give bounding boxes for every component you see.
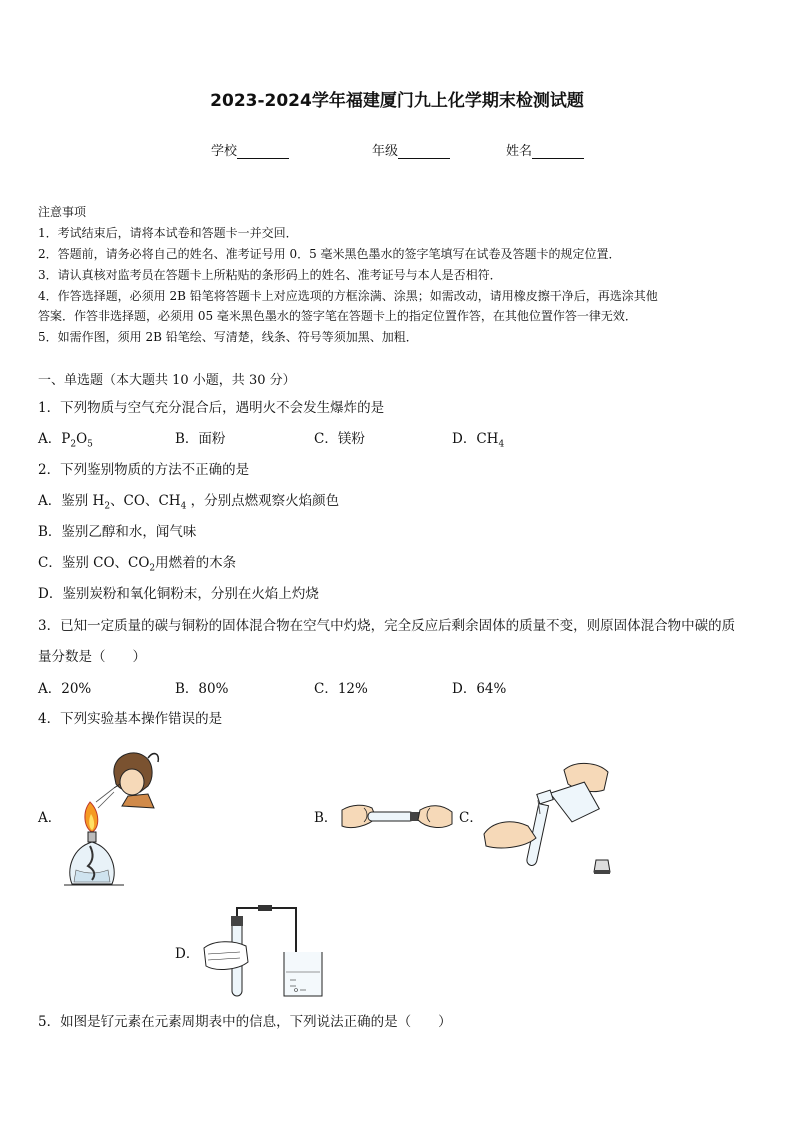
q2-option-d: D．鉴别炭粉和氧化铜粉末，分别在火焰上灼烧 [38, 586, 319, 602]
question-3-stem: 3．已知一定质量的碳与铜粉的固体混合物在空气中灼烧，完全反应后剩余固体的质量不变，则原固体混合物中碳的质 [38, 618, 736, 634]
q2-option-c: C．鉴别 CO、$CO_2$用燃着的木条 [38, 555, 237, 574]
q1-option-b: B．面粉 [175, 431, 226, 447]
grade-field [372, 140, 450, 159]
school-blank [237, 146, 289, 159]
name-field [506, 140, 584, 159]
q4-option-b-label: B． [314, 810, 338, 826]
airtightness-check-illustration [200, 900, 330, 1000]
school-field [211, 140, 289, 159]
q1-option-c: C．镁粉 [314, 431, 365, 447]
school-label: 学校 [211, 144, 238, 159]
question-3-stem-cont: 量分数是（ ） [38, 649, 146, 665]
q1-option-a: A．$P_2O_5$ [38, 431, 93, 450]
alcohol-lamp-blowing-illustration [62, 744, 162, 889]
section-heading: 一、单选题（本大题共 10 小题，共 30 分） [38, 373, 296, 388]
grade-blank [398, 146, 450, 159]
notice-item: 5．如需作图，须用 2B 铅笔绘、写清楚，线条、符号等须加黑、加粗． [38, 330, 418, 344]
q3-option-d: D．64% [452, 681, 507, 697]
notice-item: 答案．作答非选择题，必须用 05 毫米黑色墨水的签字笔在答题卡上的指定位置作答，在其他位置作答一律无效． [38, 309, 637, 323]
notice-item: 3．请认真核对监考员在答题卡上所粘贴的条形码上的姓名、准考证号与本人是否相符． [38, 268, 502, 282]
name-blank [532, 146, 584, 159]
grade-label: 年级 [372, 144, 399, 159]
q3-option-b: B．80% [175, 681, 229, 697]
pouring-liquid-illustration [480, 756, 620, 886]
q2-option-b: B．鉴别乙醇和水，闻气味 [38, 524, 197, 540]
notice-item: 1．考试结束后，请将本试卷和答题卡一并交回． [38, 226, 298, 240]
q4-option-d-label: D． [175, 946, 200, 962]
question-2-stem: 2．下列鉴别物质的方法不正确的是 [38, 462, 250, 478]
notice-item: 4．作答选择题，必须用 2B 铅笔将答题卡上对应选项的方框涂满、涂黑；如需改动，请用橡皮擦干净后，再选涂其他 [38, 289, 658, 303]
q1-option-d: D．$CH_4$ [452, 431, 505, 450]
name-label: 姓名 [506, 144, 533, 159]
question-4-stem: 4．下列实验基本操作错误的是 [38, 711, 223, 727]
question-1-stem: 1．下列物质与空气充分混合后，遇明火不会发生爆炸的是 [38, 400, 385, 416]
q4-option-a-label: A． [38, 810, 62, 826]
q2-option-a: A．鉴别 $H_2$、CO、$CH_4$ ，分别点燃观察火焰颜色 [38, 493, 340, 512]
q3-option-a: A．20% [38, 681, 92, 697]
notice-heading: 注意事项 [38, 205, 87, 219]
notice-item: 2．答题前，请务必将自己的姓名、准考证号用 0．5 毫米黑色墨水的签字笔填写在试卷及答题卡的规定位置． [38, 247, 621, 261]
q4-option-c-label: C． [459, 810, 483, 826]
test-tube-stopper-illustration [338, 796, 456, 838]
q3-option-c: C．12% [314, 681, 368, 697]
question-5-stem: 5．如图是钌元素在元素周期表中的信息，下列说法正确的是（ ） [38, 1014, 452, 1030]
page-title: 2023-2024学年福建厦门九上化学期末检测试题 [210, 91, 584, 111]
